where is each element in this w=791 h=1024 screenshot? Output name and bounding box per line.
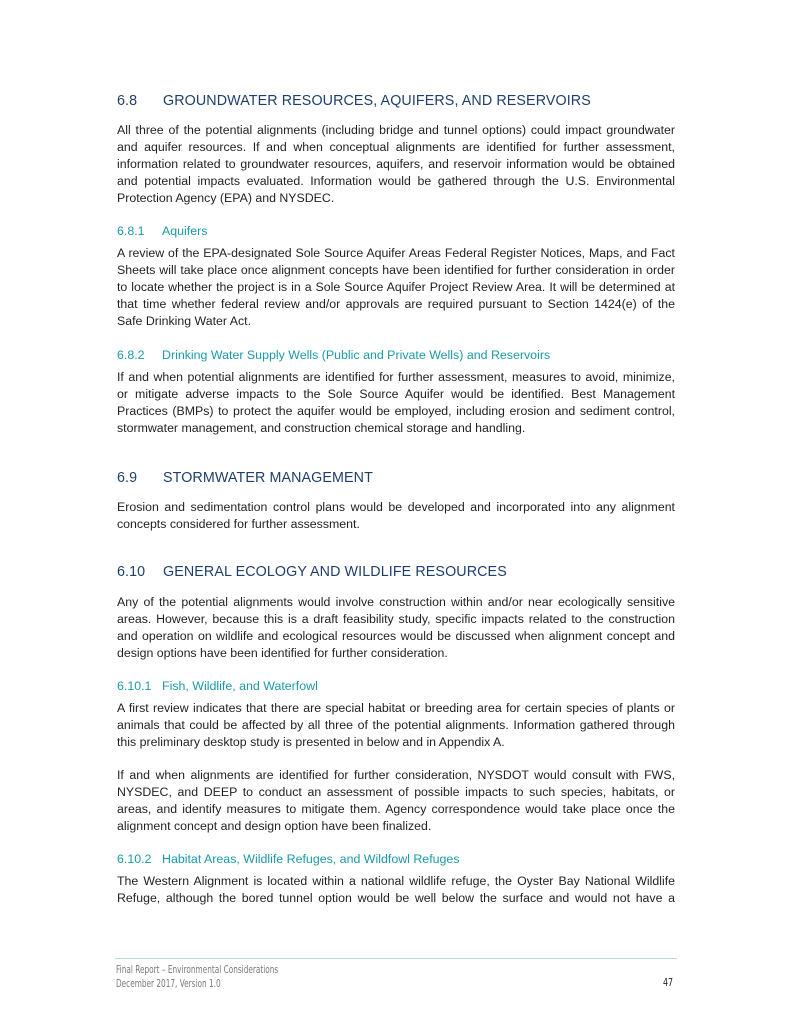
subsection-number: 6.8.2 [117,348,145,362]
section-number: 6.10 [117,564,146,580]
paragraph-6-8-2: If and when potential alignments are identified for further assessment, measures to avoid, minimize, or mitigate adverse impacts to the Sole Source Aquifer would be identified. Best Management Practices (BMPs) to protect the aquifer would be employed, including erosion and sediment control, stormwater management, and construction chemical storage and handling. [117,370,675,436]
heading-6-10-2 [117,852,460,866]
subsection-title: Drinking Water Supply Wells (Public and Private Wells) and Reservoirs [162,348,551,362]
section-number: 6.8 [117,93,138,109]
heading-6-8-2 [117,348,550,362]
paragraph-6-10: Any of the potential alignments would involve construction within and/or near ecologically sensitive areas. However, because this is a draft feasibility study, specific impacts related to the construction and operation on wildlife and ecological resources would be discussed when alignment concept and design options have been identified for further consideration. [117,595,675,661]
paragraph-6-10-1-b: If and when alignments are identified for further consideration, NYSDOT would consult with FWS, NYSDEC, and DEEP to conduct an assessment of possible impacts to such species, habitats, or areas, and identify measures to mitigate them. Agency correspondence would take place once the alignment concept and design option have been finalized. [117,768,675,834]
section-title: STORMWATER MANAGEMENT [163,470,373,486]
paragraph-6-9: Erosion and sedimentation control plans would be developed and incorporated into any alignment concepts considered for further assessment. [117,500,675,532]
footer-info [116,964,278,991]
subsection-title: Fish, Wildlife, and Waterfowl [162,679,318,693]
subsection-number: 6.10.1 [117,679,152,693]
section-title: GENERAL ECOLOGY AND WILDLIFE RESOURCES [163,564,507,580]
paragraph-6-10-2: The Western Alignment is located within a national wildlife refuge, the Oyster Bay National Wildlife Refuge, although the bored tunnel option would be well below the surface and would not have a [117,874,675,906]
subsection-number: 6.10.2 [117,852,152,866]
heading-6-8-1 [117,224,207,238]
paragraph-6-10-1: A first review indicates that there are special habitat or breeding area for certain species of plants or animals that could be affected by all three of the potential alignments. Information gathered through this preliminary desktop study is presented in below and in Appendix A. [117,701,675,750]
section-number: 6.9 [117,470,138,486]
subsection-title: Aquifers [162,224,208,238]
subsection-title: Habitat Areas, Wildlife Refuges, and Wildfowl Refuges [162,852,460,866]
footer-report-title: Final Report – Environmental Considerations [116,965,279,976]
subsection-number: 6.8.1 [117,224,145,238]
heading-6-10-1 [117,679,318,693]
paragraph-6-8: All three of the potential alignments (including bridge and tunnel options) could impact groundwater and aquifer resources. If and when conceptual alignments are identified for further assessment, information related to groundwater resources, aquifers, and reservoir information would be obtained and potential impacts evaluated. Information would be gathered through the U.S. Environmental Protection Agency (EPA) and NYSDEC. [117,123,675,206]
paragraph-6-8-1: A review of the EPA-designated Sole Source Aquifer Areas Federal Register Notices, Maps, and Fact Sheets will take place once alignment concepts have been identified for further consideration in order to locate whether the project is in a Sole Source Aquifer Project Review Area. It will be determined at that time whether federal review and/or approvals are required pursuant to Section 1424(e) of the Safe Drinking Water Act. [117,246,675,329]
section-title: GROUNDWATER RESOURCES, AQUIFERS, AND RESERVOIRS [163,93,591,109]
footer-date-version: December 2017, Version 1.0 [116,978,221,990]
footer-divider [115,958,677,959]
heading-6-10 [117,564,507,580]
heading-6-8 [117,93,591,109]
heading-6-9 [117,470,373,486]
page-number: 47 [663,977,674,989]
